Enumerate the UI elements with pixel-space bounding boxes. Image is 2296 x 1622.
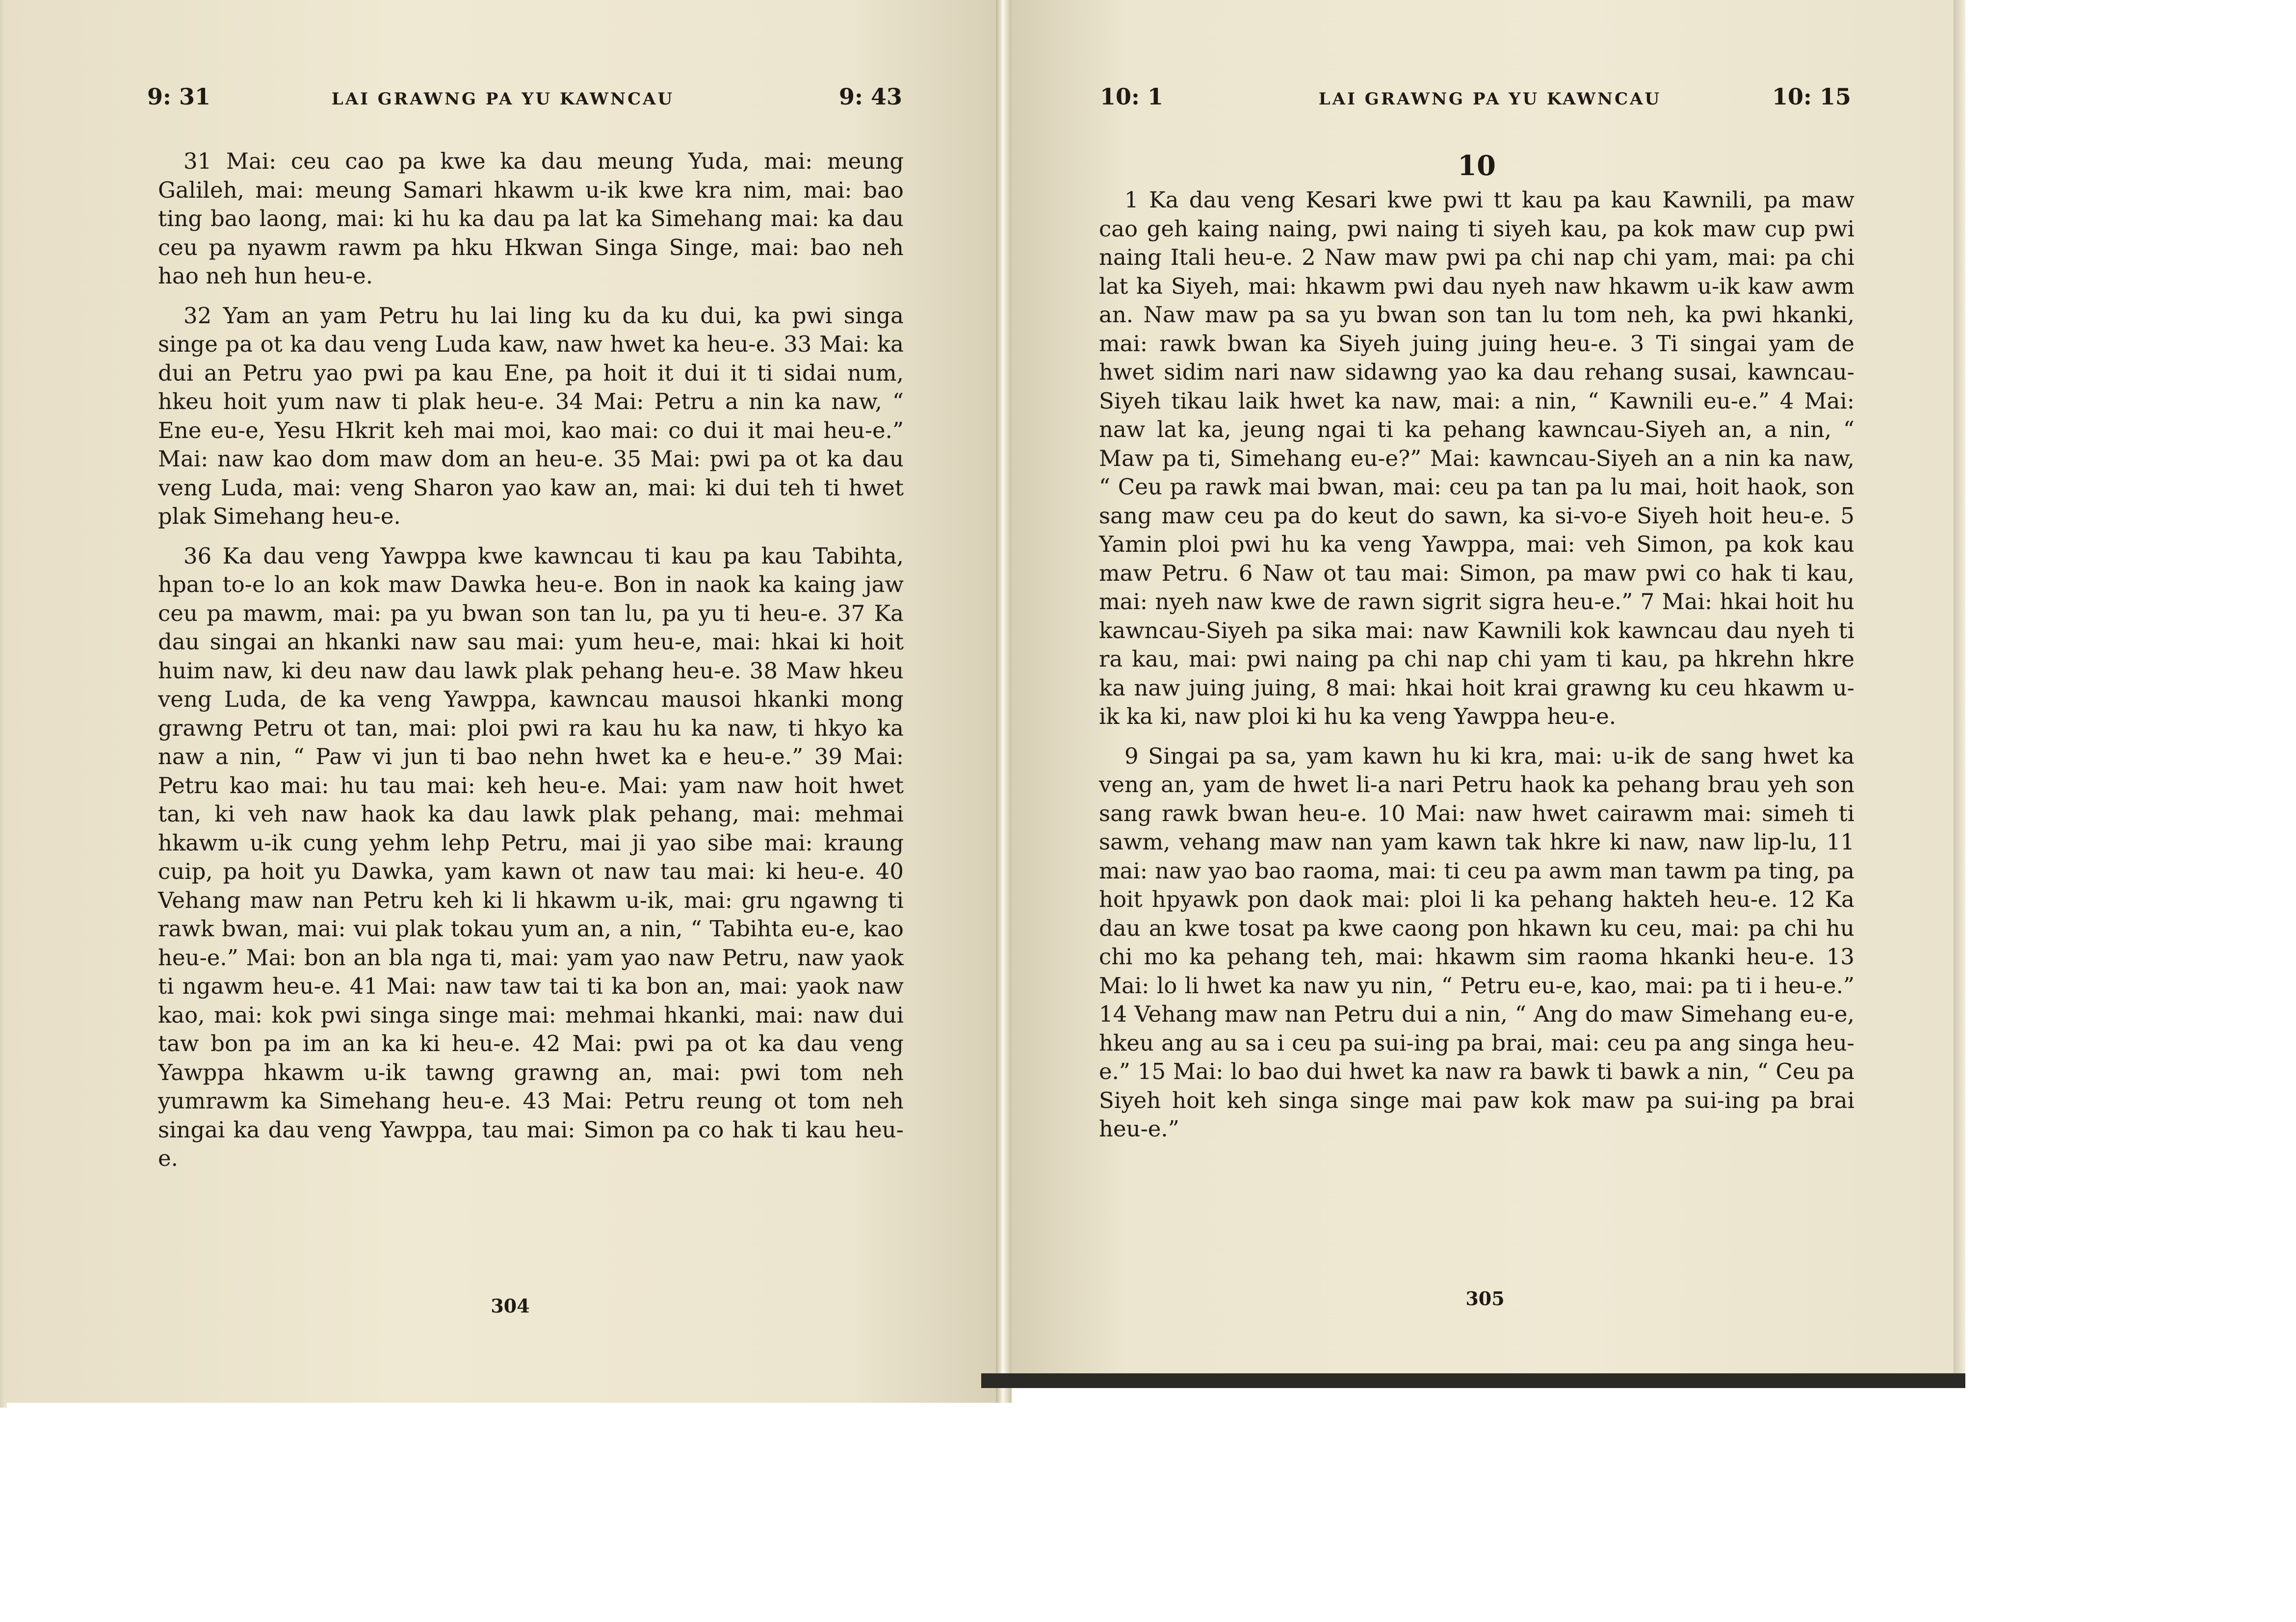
cover-edge-bottom <box>981 1373 1965 1388</box>
paragraph: 1 Ka dau veng Kesari kwe pwi tt kau pa kau Kawnili, pa maw cao geh kaing naing, pwi naing ti siyeh kau, pa kok maw cup pwi naing Itali heu-e. 2 Naw maw pwi pa chi nap chi yam, mai: pa chi lat ka Siyeh, mai: hkawm pwi dau nyeh naw hkawm u-ik kaw awm an. Naw maw pa sa yu bwan son tan lu tom neh, ka pwi hkanki, mai: rawk bwan ka Siyeh juing juing heu-e. 3 Ti singai yam de hwet sidim nari naw sidawng yao ka dau rehang susai, kawncau-Siyeh tikau laik hwet ka naw, mai: a nin, “ Kawnili eu-e.” 4 Mai: naw lat ka, jeung ngai ti ka pehang kawncau-Siyeh an, a nin, “ Maw pa ti, Simehang eu-e?” Mai: kawncau-Siyeh an a nin ka naw, “ Ceu pa rawk mai bwan, mai: ceu pa tan pa lu mai, hoit haok, son sang maw ceu pa do keut do sawn, ka si-vo-e Siyeh hoit heu-e. 5 Yamin ploi pwi hu ka veng Yawppa, mai: veh Simon, pa kok kau maw Petru. 6 Naw ot tau mai: Simon, pa maw pwi co hak ti kau, mai: nyeh naw kwe de rawn sigrit sigra heu-e.” 7 Mai: hkai hoit hu kawncau-Siyeh pa sika mai: naw Kawnili kok kawncau dau nyeh ti ra kau, mai: pwi naing pa chi nap chi yam ti kau, pa hkrehn hkre ka naw juing juing, 8 mai: hkai hoit krai grawng ku ceu hkawm u-ik ka ki, naw ploi ki hu ka veng Yawppa heu-e. <box>1099 187 1854 729</box>
page-stack-edge-right <box>1954 0 1965 1388</box>
running-header-left <box>5 83 996 123</box>
paragraph: 32 Yam an yam Petru hu lai ling ku da ku dui, ka pwi singa singe pa ot ka dau veng Luda kaw, naw hwet ka heu-e. 33 Mai: ka dui an Petru yao pwi pa kau Ene, pa hoit it dui it ti sidai num, hkeu hoit yum naw ti plak heu-e. 34 Mai: Petru a nin ka naw, “ Ene eu-e, Yesu Hkrit keh mai moi, kao mai: co dui it mai heu-e.” Mai: naw kao dom maw dom an heu-e. 35 Mai: pwi pa ot ka dau veng Luda, mai: veng Sharon yao kaw an, mai: ki dui teh ti hwet plak Simehang heu-e. <box>158 302 904 529</box>
header-title: LAI GRAWNG PA YU KAWNCAU <box>331 89 675 109</box>
paragraph: 31 Mai: ceu cao pa kwe ka dau meung Yuda, mai: meung Galileh, mai: meung Samari hkawm u-ik kwe kra nim, mai: bao ting bao laong, mai: ki hu ka dau pa lat ka Simehang mai: ka dau ceu pa nyawm rawm pa hku Hkwan Singa Singe, mai: bao neh hao neh hun heu-e. <box>158 148 904 289</box>
book-gutter <box>996 0 1012 1403</box>
header-title: LAI GRAWNG PA YU KAWNCAU <box>1318 89 1662 109</box>
running-header-right <box>1012 83 1954 123</box>
right-page-body <box>1099 150 1854 1155</box>
left-page-body <box>158 147 904 1184</box>
paragraph: 36 Ka dau veng Yawppa kwe kawncau ti kau pa kau Tabihta, hpan to-e lo an kok maw Dawka heu-e. Bon in naok ka kaing jaw ceu pa mawm, mai: pa yu bwan son tan lu, pa yu ti heu-e. 37 Ka dau singai an hkanki naw sau mai: yum heu-e, mai: hkai ki hoit huim naw, ki deu naw dau lawk plak pehang heu-e. 38 Maw hkeu veng Luda, de ka veng Yawppa, kawncau mausoi hkanki mong grawng Petru ot tan, mai: ploi pwi ra kau hu ka naw, ti hkyo ka naw a nin, “ Paw vi jun ti bao nehn hwet ka e heu-e.” 39 Mai: Petru kao mai: hu tau mai: keh heu-e. Mai: yam naw hoit hwet tan, ki veh naw haok ka dau lawk plak pehang, mai: mehmai hkawm u-ik cung yehm lehp Petru, mai ji yao sibe mai: kraung cuip, pa hoit yu Dawka, yam kawn ot naw tau mai: ki heu-e. 40 Vehang maw nan Petru keh ki li hkawm u-ik, mai: gru ngawng ti rawk bwan, mai: vui plak tokau yum an, a nin, “ Tabihta eu-e, kao heu-e.” Mai: bon an bla nga ti, mai: yam yao naw Petru, naw yaok ti ngawm heu-e. 41 Mai: naw taw tai ti ka bon an, mai: yaok naw kao, mai: kok pwi singa singe mai: mehmai hkanki, mai: naw dui taw bon pa im an ka ki heu-e. 42 Mai: pwi pa ot ka dau veng Yawppa hkawm u-ik tawng grawng an, mai: pwi tom neh yumrawm ka Simehang heu-e. 43 Mai: Petru reung ot tom neh singai ka dau veng Yawppa, tau mai: Simon pa co hak ti kau heu-e. <box>158 542 904 1171</box>
header-verse-end: 9: 43 <box>839 83 903 110</box>
header-verse-end: 10: 15 <box>1772 83 1852 110</box>
right-page <box>1012 0 1954 1381</box>
chapter-number: 10 <box>1458 150 1496 182</box>
header-verse-start: 10: 1 <box>1100 83 1164 110</box>
page-number-right: 305 <box>1465 1287 1505 1310</box>
left-page <box>5 0 996 1403</box>
page-number-left: 304 <box>491 1295 530 1317</box>
header-verse-start: 9: 31 <box>147 83 211 110</box>
paragraph: 9 Singai pa sa, yam kawn hu ki kra, mai: u-ik de sang hwet ka veng an, yam de hwet li-a nari Petru haok ka pehang brau yeh son sang rawk bwan heu-e. 10 Mai: naw hwet cairawm mai: simeh ti sawm, vehang maw nan yam kawn tak hkre ki naw, naw lip-lu, 11 mai: naw yao bao raoma, mai: ti ceu pa awm man tawm pa ting, pa hoit hpyawk pon daok mai: ploi li ka pehang hakteh heu-e. 12 Ka dau an kwe tosat pa kwe caong pon hkawn ku ceu, mai: pa chi hu chi mo ka pehang teh, mai: hkawm sim raoma hkanki heu-e. 13 Mai: lo li hwet ka naw yu nin, “ Petru eu-e, kao, mai: pa ti i heu-e.” 14 Vehang maw nan Petru dui a nin, “ Ang do maw Simehang eu-e, hkeu ang au sa i ceu pa sui-ing pa brai, mai: ceu pa ang singa heu-e.” 15 Mai: lo bao dui hwet ka naw ra bawk ti bawk a nin, “ Ceu pa Siyeh hoit keh singa singe mai paw kok maw pa sui-ing pa brai heu-e.” <box>1099 743 1854 1142</box>
